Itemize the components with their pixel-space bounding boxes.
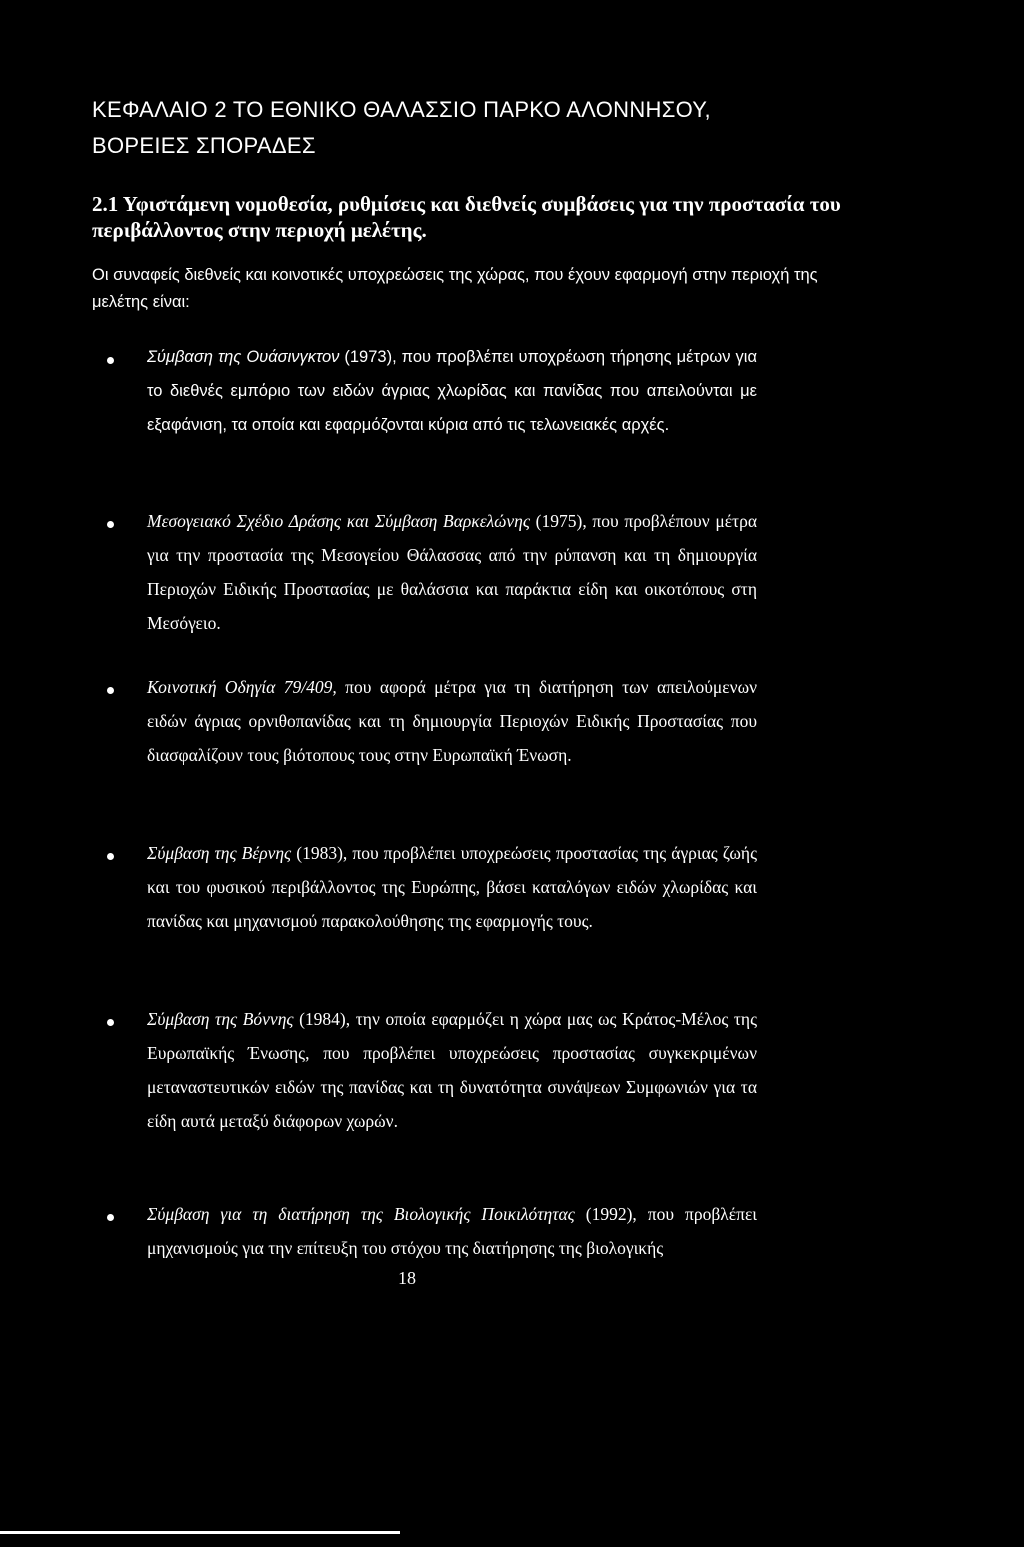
bullet-icon [107,521,114,528]
bullet-icon [107,853,114,860]
chapter-title-line-1: ΚΕΦΑΛΑΙΟ 2 ΤΟ ΕΘΝΙΚΟ ΘΑΛΑΣΣΙΟ ΠΑΡΚΟ ΑΛΟΝΝΗΣΟΥ, [92,97,711,122]
chapter-title [92,92,952,164]
convention-description: (1973), που προβλέπει υποχρέωση τήρησης μέτρων για το διεθνές εμπόριο των ειδών άγριας χλωρίδας και πανίδας που απειλούνται με εξαφάνιση, τα οποία και εφαρμόζονται κύρια από τις τελωνειακές αρχές. [147,348,757,434]
convention-description: (1992), που προβλέπει μηχανισμούς για την επίτευξη του στόχου της διατήρησης της βιολογικής [147,1204,757,1258]
convention-description: που αφορά μέτρα για τη διατήρηση των απειλούμενων ειδών άγριας ορνιθοπανίδας και τη δημιουργία Περιοχών Ειδικής Προστασίας που διασφαλίζουν τους βιότοπους τους στην Ευρωπαϊκή Ένωση. [147,677,758,765]
page-number: 18 [398,1268,416,1288]
bullet-icon [107,1214,114,1221]
list-item-text [147,504,757,640]
list-item-text [147,836,757,938]
convention-name: Σύμβαση της Βόννης [147,1009,294,1029]
bullet-icon [107,687,114,694]
chapter-title-line-2: ΒΟΡΕΙΕΣ ΣΠΟΡΑΔΕΣ [92,133,316,158]
section-title: 2.1 Υφιστάμενη νομοθεσία, ρυθμίσεις και διεθνείς συμβάσεις για την προστασία του περιβάλλοντος στην περιοχή μελέτης. [92,192,841,242]
list-item-text [147,670,757,772]
convention-description: (1984), την οποία εφαρμόζει η χώρα μας ως Κράτος-Μέλος της Ευρωπαϊκής Ένωσης, που προβλέπει υποχρεώσεις προστασίας συγκεκριμένων μεταναστευτικών ειδών της πανίδας και τη δυνατότητα συνάψεων Συμφωνιών για τα είδη αυτά μεταξύ διάφορων χωρών. [147,1009,757,1131]
convention-name: Σύμβαση για τη διατήρηση της Βιολογικής Ποικιλότητας [147,1204,575,1224]
convention-name: Κοινοτική Οδηγία 79/409, [147,677,337,697]
list-item-text [147,340,757,442]
convention-name: Σύμβαση της Βέρνης [147,843,292,863]
convention-description: (1975), που προβλέπουν μέτρα για την προστασία της Μεσογείου Θάλασσας από την ρύπανση και τη δημιουργία Περιοχών Ειδικής Προστασίας με θαλάσσια και παράκτια είδη και οικοτόπους στη Μεσόγειο. [147,511,757,633]
bullet-icon [107,1019,114,1026]
bullet-icon [107,357,114,364]
intro-paragraph: Οι συναφείς διεθνείς και κοινοτικές υποχρεώσεις της χώρας, που έχουν εφαρμογή στην περιοχή της μελέτης είναι: [92,266,818,311]
footer-rule [0,1531,400,1534]
convention-description: (1983), που προβλέπει υποχρεώσεις προστασίας της άγριας ζωής και του φυσικού περιβάλλοντος της Ευρώπης, βάσει καταλόγων ειδών χλωρίδας και πανίδας και μηχανισμού παρακολούθησης της εφαρμογής τους. [147,843,758,931]
list-item-text [147,1197,757,1265]
convention-name: Σύμβαση της Ουάσινγκτον [147,348,340,366]
convention-name: Μεσογειακό Σχέδιο Δράσης και Σύμβαση Βαρκελώνης [147,511,530,531]
list-item-text [147,1002,757,1138]
